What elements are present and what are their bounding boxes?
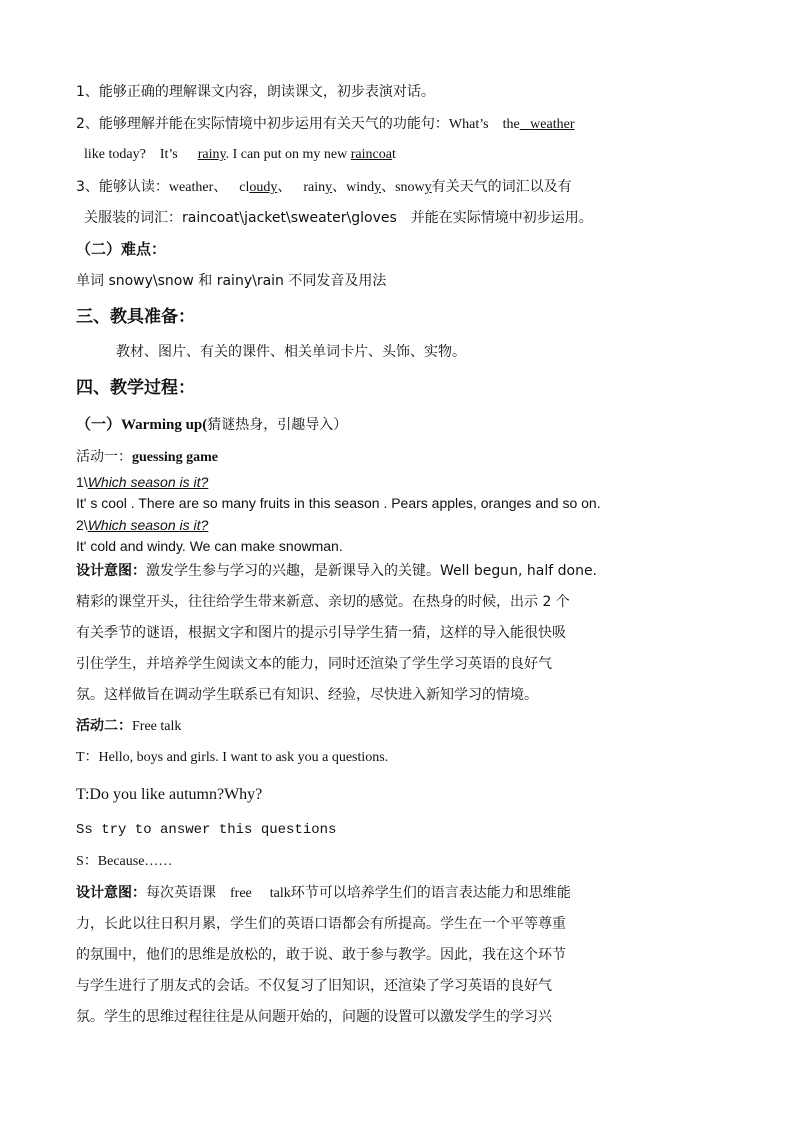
design-intent-2-line3: 的氛围中，他们的思维是放松的，敢于说、敢于参与教学。因此，我在这个环节: [76, 947, 566, 963]
objective-2-the: the: [502, 117, 520, 132]
objective-2: [76, 115, 574, 134]
design-intent-2-line2: 力，长此以往日积月累，学生们的英语口语都会有所提高。学生在一个平等尊重: [76, 916, 566, 932]
objective-2-whats: What’s: [448, 117, 489, 132]
separator: 、: [332, 179, 347, 195]
design-intent-1-line3: 有关季节的谜语，根据文字和图片的提示引导学生猜一猜，这样的导入能很快吸: [76, 625, 566, 641]
objective-3: [76, 178, 572, 197]
separator: 、: [277, 179, 292, 195]
activity-2-label: 活动二：: [76, 718, 132, 734]
design-intent-label: 设计意图：: [76, 885, 146, 901]
riddle-1-question: 1\Which season is it?: [76, 474, 209, 490]
objective-2-prefix: 2、能够理解并能在实际情境中初步运用有关天气的功能句：: [76, 116, 449, 132]
activity-1-label: 活动一：: [76, 449, 132, 465]
word-cloudy: cloudy: [239, 180, 278, 195]
riddle-2-question: 2\Which season is it?: [76, 517, 209, 533]
word-weather: weather: [168, 180, 214, 195]
teacher-line-2: T:Do you like autumn?Why?: [76, 786, 263, 803]
students-line: Ss try to answer this questions: [76, 822, 337, 838]
warming-up-subtitle: 猜谜热身，引趣导入）: [207, 417, 348, 433]
activity-1-title: guessing game: [132, 450, 218, 465]
warming-up-title: （一）Warming up(: [76, 417, 208, 433]
activity-1-heading: [76, 448, 218, 467]
word-snowy: snowy: [395, 180, 432, 195]
difficulty-text: 单词 snowy\snow 和 rainy\rain 不同发音及用法: [76, 273, 387, 289]
riddle-1-text: It' s cool . There are so many fruits in this season . Pears apples, oranges and so on.: [76, 495, 601, 511]
objective-2-weather: weather: [530, 117, 575, 132]
design-intent-label: 设计意图：: [76, 563, 146, 579]
objective-2-its: It’s: [159, 147, 178, 162]
objective-2-line2: [84, 146, 396, 164]
separator: 、: [213, 179, 228, 195]
design-intent-2-line5: 氛。学生的思维过程往往是从问题开始的，问题的设置可以激发学生的学习兴: [76, 1009, 552, 1025]
section-3-text: 教材、图片、有关的课件、相关单词卡片、头饰、实物。: [116, 344, 466, 360]
design-intent-2-line4: 与学生进行了朋友式的会话。不仅复习了旧知识，还渲染了学习英语的良好气: [76, 978, 552, 994]
objective-2-raincoat-t: t: [391, 147, 396, 162]
warming-up-heading: [76, 416, 347, 434]
difficulty-heading: （二）难点：: [76, 240, 167, 258]
design-intent-1: 设计意图：激发学生参与学习的兴趣，是新课导入的关键。Well begun, half done.: [76, 563, 598, 579]
riddle-2-text: It' cold and windy. We can make snowman.: [76, 538, 343, 554]
objective-2-put-on: . I can put on my new: [225, 147, 348, 162]
objective-2-like-today: like today?: [84, 147, 146, 162]
word-rainy: rainy: [303, 180, 333, 195]
objective-3-line2: 关服装的词汇：raincoat\jacket\sweater\gloves 并能在实际情境中初步运用。: [84, 210, 593, 226]
activity-2-title: Free talk: [132, 719, 182, 734]
teacher-line-1: T：Hello, boys and girls. I want to ask you a questions.: [76, 750, 389, 765]
design-intent-2: 设计意图：每次英语课 free talk环节可以培养学生们的语言表达能力和思维能: [76, 885, 571, 901]
objective-2-raincoat: raincoa: [350, 147, 392, 162]
section-4-heading: 四、教学过程：: [76, 378, 195, 398]
objective-3-prefix: 3、能够认读：: [76, 179, 169, 195]
objective-3-suffix: 有关天气的词汇以及有: [431, 179, 572, 195]
design-intent-1-line5: 氛。这样做旨在调动学生联系已有知识、经验，尽快进入新知学习的情境。: [76, 687, 538, 703]
design-intent-1-line2: 精彩的课堂开头，往往给学生带来新意、亲切的感觉。在热身的时候，出示 2 个: [76, 594, 570, 610]
section-3-heading: 三、教具准备：: [76, 307, 195, 327]
objective-1: 1、能够正确的理解课文内容，朗读课文，初步表演对话。: [76, 84, 435, 100]
objective-2-rainy: rainy: [197, 147, 226, 162]
student-answer: S：Because……: [76, 854, 173, 869]
activity-2-heading: [76, 717, 181, 736]
design-intent-1-line4: 引住学生，并培养学生阅读文本的能力，同时还渲染了学生学习英语的良好气: [76, 656, 552, 672]
separator: 、: [381, 179, 396, 195]
word-windy: windy: [346, 180, 382, 195]
